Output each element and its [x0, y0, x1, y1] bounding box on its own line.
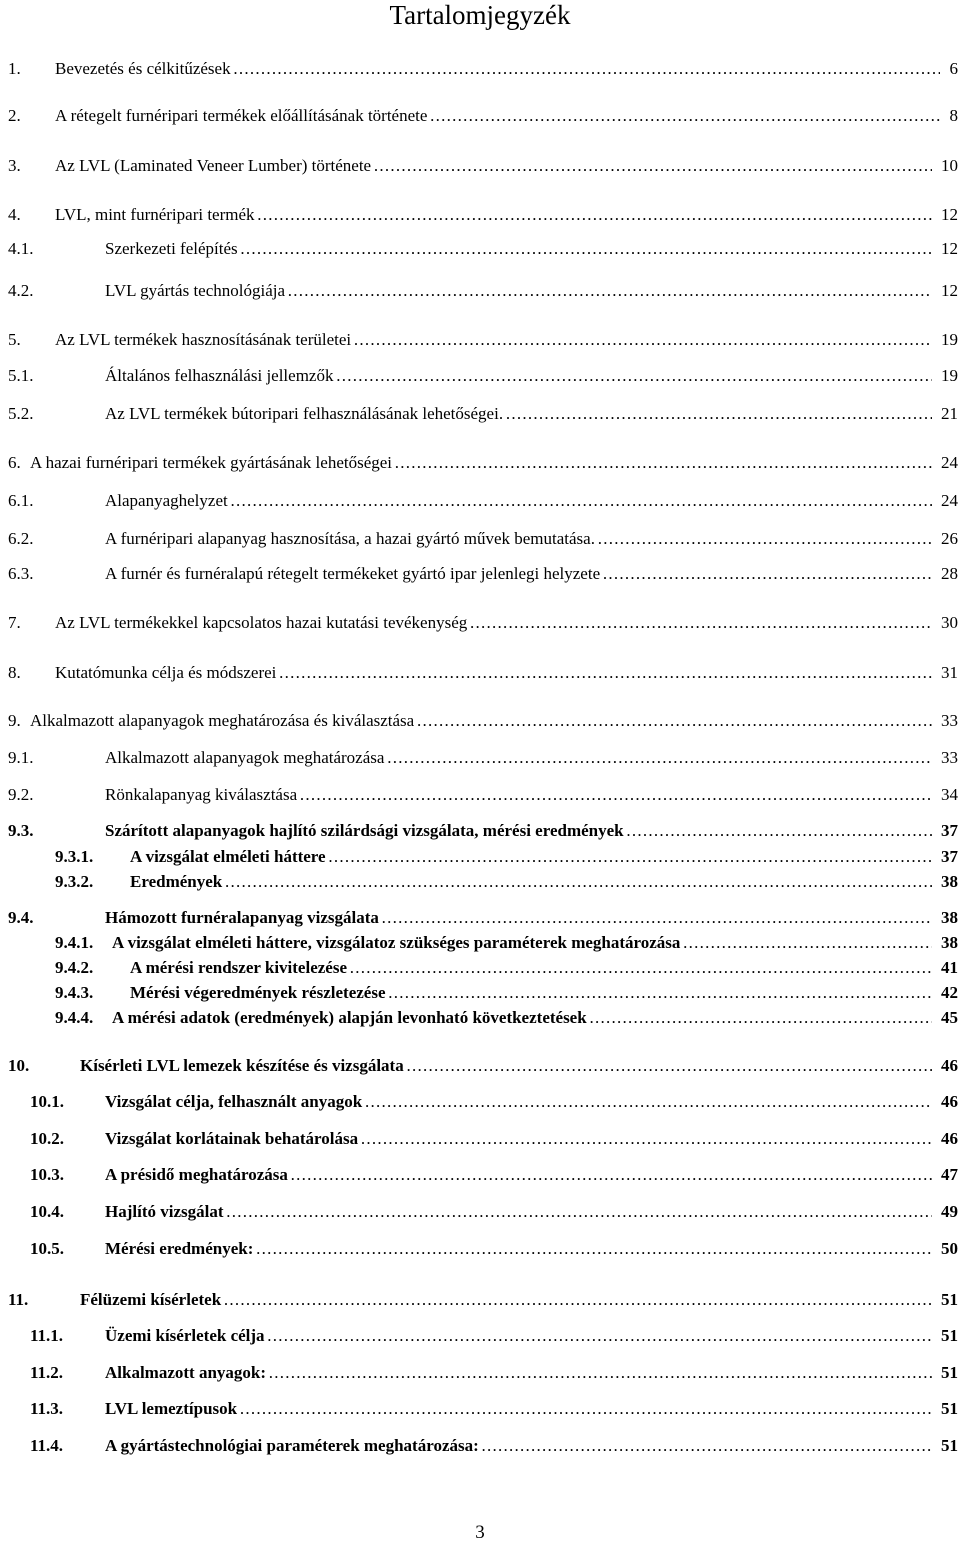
toc-entry-page: 51	[938, 1362, 958, 1384]
toc-entry[interactable]	[0, 155, 960, 177]
toc-entry[interactable]	[0, 365, 960, 387]
toc-entry-number: 4.	[8, 205, 21, 224]
toc-entry-title[interactable]: Az LVL termékekkel kapcsolatos hazai kutatási tevékenység . . .	[55, 612, 932, 634]
toc-entry-number: 4.2.	[8, 281, 34, 300]
toc-entry[interactable]	[0, 1201, 960, 1223]
toc-entry-page: 31	[938, 662, 958, 684]
toc-entry[interactable]	[0, 58, 960, 80]
toc-entry[interactable]	[0, 1164, 960, 1186]
toc-entry-title[interactable]: A vizsgálat elméleti háttere, vizsgálatoz szükséges paraméterek meghatározása . . .	[112, 932, 932, 954]
toc-entry[interactable]	[0, 563, 960, 585]
toc-entry-number: 3.	[8, 156, 21, 175]
toc-entry-number: 9.4.2.	[55, 958, 94, 977]
toc-entry-number: 10.2.	[30, 1129, 64, 1148]
toc-entry-page: 49	[938, 1201, 958, 1223]
toc-entry-page: 33	[938, 747, 958, 769]
toc-entry-number: 10.5.	[30, 1239, 64, 1258]
toc-entry-page: 19	[938, 365, 958, 387]
toc-entry-title[interactable]: Az LVL termékek hasznosításának területei . . .	[55, 329, 932, 351]
toc-entry[interactable]	[0, 1435, 960, 1457]
toc-entry-title[interactable]: Üzemi kísérletek célja . . .	[105, 1325, 932, 1347]
toc-entry-title[interactable]: A gyártástechnológiai paraméterek meghatározása: . . .	[105, 1435, 932, 1457]
toc-entry[interactable]	[0, 784, 960, 806]
toc-entry[interactable]	[0, 1238, 960, 1260]
toc-entry-page: 12	[938, 280, 958, 302]
toc-entry[interactable]	[0, 1091, 960, 1113]
toc-entry-title[interactable]: Mérési eredmények: . . .	[105, 1238, 932, 1260]
toc-entry-page: 30	[938, 612, 958, 634]
toc-entry-page: 24	[938, 452, 958, 474]
toc-entry-title[interactable]: A mérési adatok (eredmények) alapján levonható következtetések . . .	[112, 1007, 932, 1029]
toc-entry-title[interactable]: Bevezetés és célkitűzések . . .	[55, 58, 940, 80]
toc-entry-page: 21	[938, 403, 958, 425]
toc-entry[interactable]	[0, 1325, 960, 1347]
toc-entry[interactable]	[0, 1289, 960, 1311]
toc-entry-number: 9.4.3.	[55, 983, 94, 1002]
toc-entry-page: 45	[938, 1007, 958, 1029]
toc-entry[interactable]	[0, 105, 960, 127]
toc-entry-number: 2.	[8, 106, 21, 125]
toc-entry-page: 19	[938, 329, 958, 351]
toc-entry-title[interactable]: Vizsgálat célja, felhasznált anyagok . . .	[105, 1091, 932, 1113]
toc-entry-page: 38	[938, 932, 958, 954]
toc-entry-page: 24	[938, 490, 958, 512]
toc-entry-number: 5.1.	[8, 366, 34, 385]
toc-entry-number: 4.1.	[8, 239, 34, 258]
toc-entry[interactable]	[0, 329, 960, 351]
toc-entry-number: 9.3.2.	[55, 872, 94, 891]
toc-entry-number: 6.2.	[8, 529, 34, 548]
toc-entry-number: 6.1.	[8, 491, 34, 510]
toc-entry-number: 9.4.1.	[55, 933, 94, 952]
toc-entry-number: 9.4.4.	[55, 1008, 94, 1027]
toc-entry-title[interactable]: Kísérleti LVL lemezek készítése és vizsgálata . . .	[80, 1055, 932, 1077]
toc-entry-number: 9.2.	[8, 785, 34, 804]
toc-entry-page: 34	[938, 784, 958, 806]
toc-entry-title[interactable]: Hámozott furnéralapanyag vizsgálata . . .	[105, 907, 932, 929]
toc-entry-number: 9.3.	[8, 821, 34, 840]
toc-entry[interactable]	[0, 280, 960, 302]
toc-entry-title[interactable]: Általános felhasználási jellemzők . . .	[105, 365, 932, 387]
toc-entry-title[interactable]: Kutatómunka célja és módszerei . . .	[55, 662, 932, 684]
toc-entry-title[interactable]: LVL lemeztípusok . . .	[105, 1398, 932, 1420]
toc-entry[interactable]	[0, 1362, 960, 1384]
toc-entry-title[interactable]: Alapanyaghelyzet . . .	[105, 490, 932, 512]
toc-entry-page: 41	[938, 957, 958, 979]
toc-entry-number: 10.	[8, 1056, 30, 1075]
toc-entry-title[interactable]: Rönkalapanyag kiválasztása . . .	[105, 784, 932, 806]
toc-entry-page: 46	[938, 1055, 958, 1077]
toc-entry-page: 47	[938, 1164, 958, 1186]
toc-entry[interactable]	[0, 957, 960, 979]
toc-entry-page: 26	[938, 528, 958, 550]
toc-entry-page: 46	[938, 1128, 958, 1150]
toc-entry[interactable]	[0, 528, 960, 550]
toc-entry-title[interactable]: A vizsgálat elméleti háttere . . .	[130, 846, 932, 868]
toc-entry-page: 46	[938, 1091, 958, 1113]
toc-entry-number: 9.1.	[8, 748, 34, 767]
toc-entry-title[interactable]: Szárított alapanyagok hajlító szilárdsági vizsgálata, mérési eredmények . . .	[105, 820, 932, 842]
toc-entry-page: 6	[947, 58, 959, 80]
toc-entry-number: 10.1.	[30, 1092, 64, 1111]
toc-entry[interactable]	[0, 710, 960, 732]
toc-entry-title[interactable]: A rétegelt furnéripari termékek előállításának története . . .	[55, 105, 940, 127]
toc-entry-number: 11.4.	[30, 1436, 64, 1455]
toc-entry[interactable]	[0, 820, 960, 842]
toc-entry-page: 8	[947, 105, 959, 127]
toc-entry-page: 38	[938, 907, 958, 929]
toc-entry-title[interactable]: A hazai furnéripari termékek gyártásának lehetőségei . . .	[30, 452, 932, 474]
toc-entry[interactable]	[0, 747, 960, 769]
toc-entry-title[interactable]: A furnér és furnéralapú rétegelt termékeket gyártó ipar jelenlegi helyzete . . .	[105, 563, 932, 585]
toc-entry-title[interactable]: LVL, mint furnéripari termék . . .	[55, 204, 932, 226]
toc-entry-page: 28	[938, 563, 958, 585]
toc-entry-title[interactable]: LVL gyártás technológiája . . .	[105, 280, 932, 302]
toc-entry[interactable]	[0, 846, 960, 868]
toc-entry-number: 5.2.	[8, 404, 34, 423]
toc-entry-number: 6.	[8, 453, 21, 472]
toc-entry-number: 6.3.	[8, 564, 34, 583]
toc-entry[interactable]	[0, 204, 960, 226]
toc-entry[interactable]	[0, 1398, 960, 1420]
toc-entry-number: 7.	[8, 613, 21, 632]
toc-entry-page: 42	[938, 982, 958, 1004]
toc-entry[interactable]	[0, 1007, 960, 1029]
toc-entry-number: 1.	[8, 59, 21, 78]
toc-entry-page: 38	[938, 871, 958, 893]
toc-entry-page: 12	[938, 238, 958, 260]
toc-entry-number: 5.	[8, 330, 21, 349]
toc-entry[interactable]	[0, 907, 960, 929]
toc-entry-number: 9.4.	[8, 908, 34, 927]
toc-entry-page: 51	[938, 1325, 958, 1347]
toc-entry-title[interactable]: Mérési végeredmények részletezése . . .	[130, 982, 932, 1004]
toc-entry-title[interactable]: Az LVL (Laminated Veneer Lumber) története . . .	[55, 155, 932, 177]
toc-entry-page: 51	[938, 1398, 958, 1420]
toc-entry-number: 10.4.	[30, 1202, 64, 1221]
toc-entry[interactable]	[0, 403, 960, 425]
toc-entry-number: 11.	[8, 1290, 29, 1309]
toc-entry-title[interactable]: Az LVL termékek bútoripari felhasználásának lehetőségei. . . .	[105, 403, 932, 425]
toc-entry-number: 9.	[8, 711, 21, 730]
toc-entry-page: 10	[938, 155, 958, 177]
toc-entry[interactable]	[0, 932, 960, 954]
toc-entry-title[interactable]: Alkalmazott anyagok: . . .	[105, 1362, 932, 1384]
toc-entry-page: 12	[938, 204, 958, 226]
toc-entry-page: 37	[938, 820, 958, 842]
toc-entry-number: 9.3.1.	[55, 847, 94, 866]
toc-entry-title[interactable]: Vizsgálat korlátainak behatárolása . . .	[105, 1128, 932, 1150]
toc-entry[interactable]	[0, 982, 960, 1004]
page-number: 3	[475, 1522, 485, 1543]
toc-entry[interactable]	[0, 612, 960, 634]
toc-entry-page: 50	[938, 1238, 958, 1260]
page-title: Tartalomjegyzék	[389, 0, 571, 30]
toc-entry-number: 10.3.	[30, 1165, 64, 1184]
toc-entry-title[interactable]: A furnéripari alapanyag hasznosítása, a hazai gyártó művek bemutatása. . . .	[105, 528, 932, 550]
toc-entry-title[interactable]: Szerkezeti felépítés . . .	[105, 238, 932, 260]
toc-entry-title[interactable]: A présidő meghatározása . . .	[105, 1164, 932, 1186]
toc-entry-title[interactable]: Félüzemi kísérletek . . .	[80, 1289, 932, 1311]
toc-entry[interactable]	[0, 1055, 960, 1077]
toc-entry-title[interactable]: Alkalmazott alapanyagok meghatározása . . .	[105, 747, 932, 769]
toc-entry[interactable]	[0, 238, 960, 260]
toc-entry[interactable]	[0, 1128, 960, 1150]
toc-entry[interactable]	[0, 490, 960, 512]
toc-entry-title[interactable]: A mérési rendszer kivitelezése . . .	[130, 957, 932, 979]
toc-entry-number: 11.3.	[30, 1399, 64, 1418]
toc-entry-title[interactable]: Hajlító vizsgálat . . .	[105, 1201, 932, 1223]
toc-entry-number: 8.	[8, 663, 21, 682]
toc-entry-page: 51	[938, 1289, 958, 1311]
toc-entry-number: 11.1.	[30, 1326, 64, 1345]
toc-entry-page: 37	[938, 846, 958, 868]
toc-entry-number: 11.2.	[30, 1363, 64, 1382]
toc-entry[interactable]	[0, 871, 960, 893]
toc-entry-title[interactable]: Eredmények . . .	[130, 871, 932, 893]
toc-entry[interactable]	[0, 662, 960, 684]
toc-entry-page: 51	[938, 1435, 958, 1457]
toc-entry-title[interactable]: Alkalmazott alapanyagok meghatározása és kiválasztása . . .	[30, 710, 932, 732]
toc-entry[interactable]	[0, 452, 960, 474]
toc-entry-page: 33	[938, 710, 958, 732]
